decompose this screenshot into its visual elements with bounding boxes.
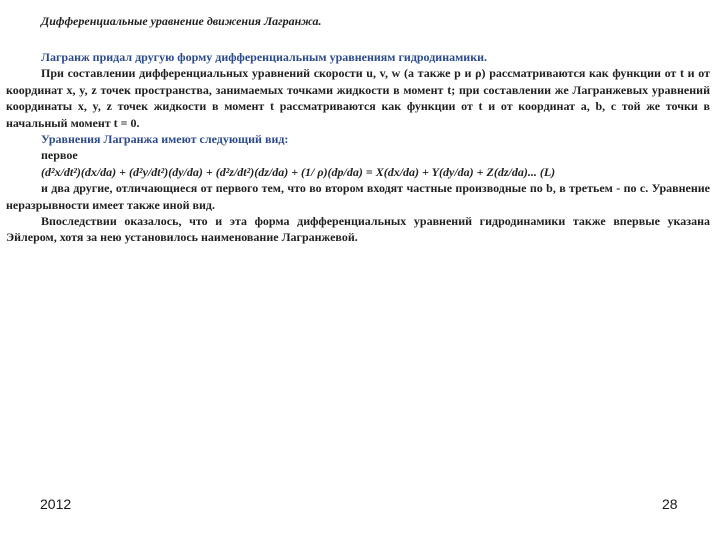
paragraph-description: При составлении дифференциальных уравнений скорости u, v, w (а также p и ρ) рассматриваются как функции от t и от координат x, y, z точек пространства, занимаемых точками жидкости в момент t; при составлении же Лагранжевых уравнений координаты x, y, z точек жидкости в момент t рассматриваются как функции от t и от координат a, b, c той же точки в начальный момент t = 0. (6, 66, 710, 130)
page-number: 28 (662, 496, 678, 512)
paragraph-intro: Лагранж придал другую форму дифференциальным уравнениям гидродинамики. (41, 50, 488, 64)
paragraph-other-equations: и два другие, отличающиеся от первого тем, что во втором входят частные производные по b, в третьем - по c. Уравнение неразрывности имеет также иной вид. (6, 181, 710, 212)
paragraph-equations-heading: Уравнения Лагранжа имеют следующий вид: (41, 132, 289, 147)
slide-title: Дифференциальные уравнение движения Лагранжа. (41, 14, 322, 28)
paragraph-euler-note: Впоследствии оказалось, что и эта форма дифференциальных уравнений гидродинамики также впервые указана Эйлером, хотя за нею установилось наименование Лагранжевой. (6, 214, 710, 245)
footer-year: 2012 (40, 496, 72, 512)
paragraph-first-label: первое (41, 148, 78, 163)
slide-body (6, 49, 710, 246)
equation-lagrange-first: (d²x/dt²)(dx/da) + (d²y/dt²)(dy/da) + (d²z/dt²)(dz/da) + (1/ ρ)(dp/da) = X(dx/da) + Y(dy/da) + Z(dz/da)... (L) (41, 164, 556, 179)
